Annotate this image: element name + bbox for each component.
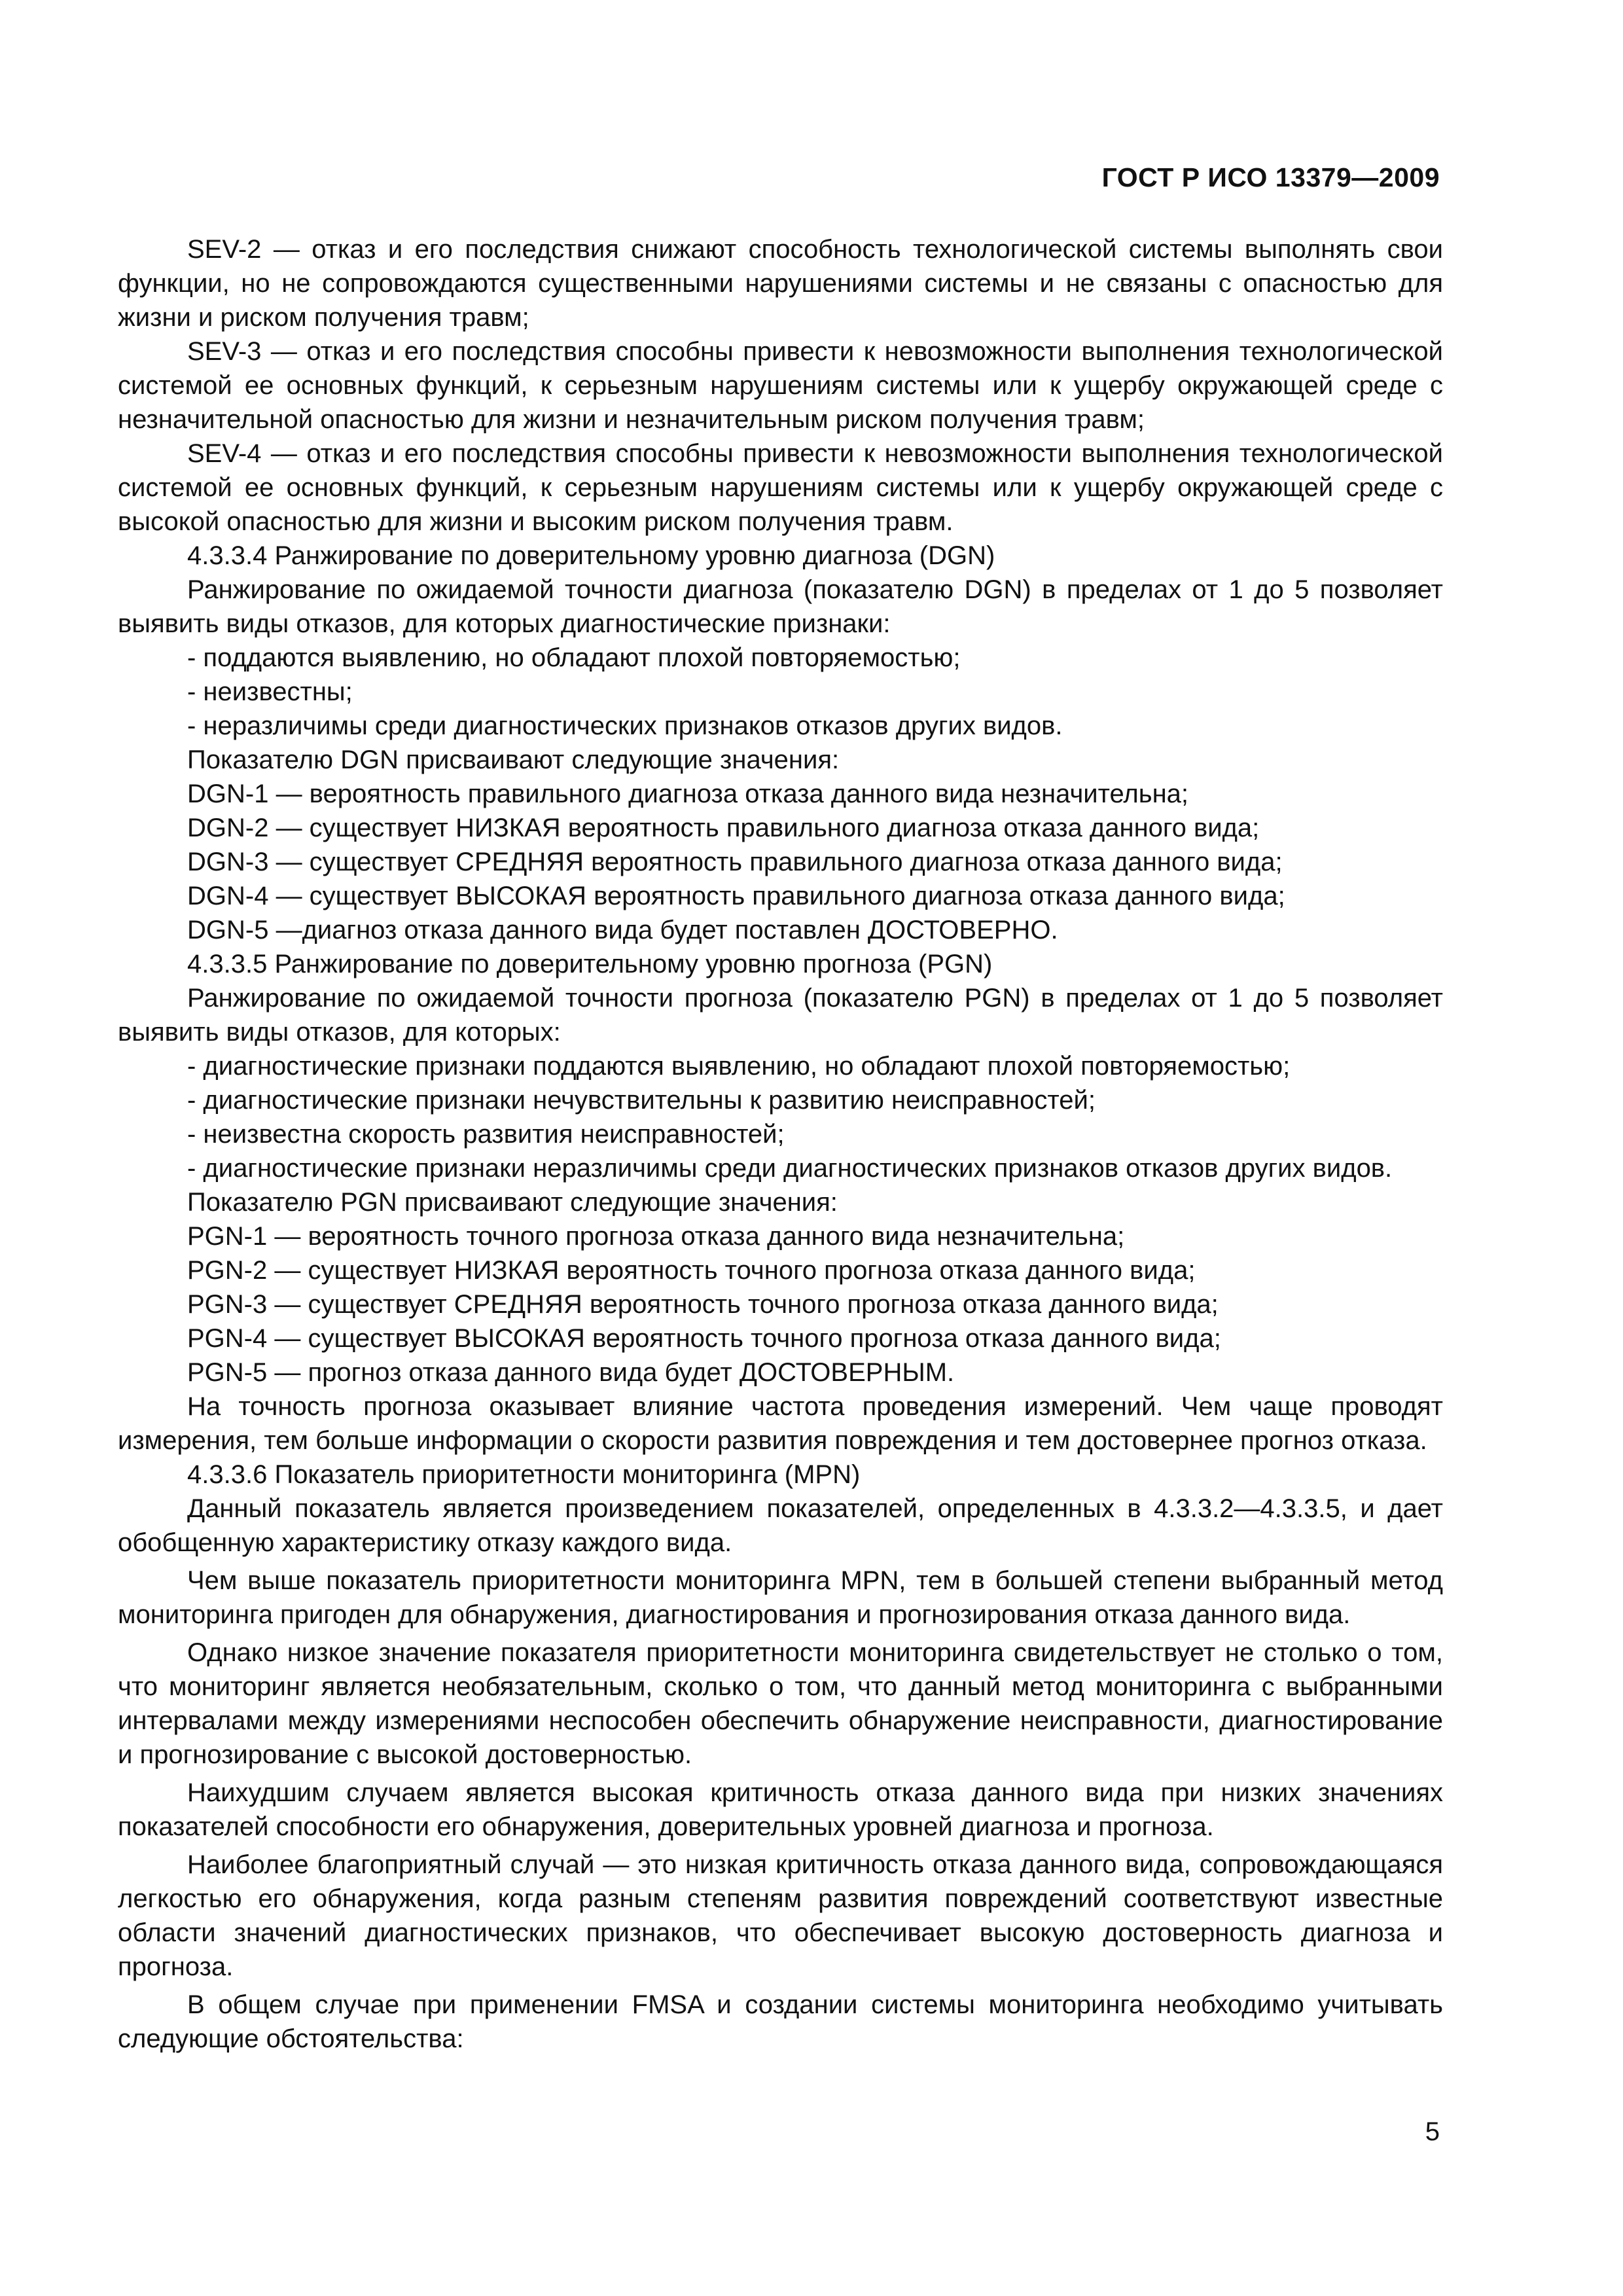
paragraph: Показателю PGN присваивают следующие значения: xyxy=(187,1188,838,1217)
list-item: - диагностические признаки поддаются выявлению, но обладают плохой повторяемостью; xyxy=(187,1052,1291,1081)
paragraph: DGN-3 — существует СРЕДНЯЯ вероятность правильного диагноза отказа данного вида; xyxy=(187,848,1283,876)
paragraph: Наиболее благоприятный случай — это низкая критичность отказа данного вида, сопровождающаяся легкостью его обнаружения, когда разным степеням развития повреждений соответствуют известные области значений диагностических признаков, что обеспечивает высокую достоверность диагноза и прогноза. xyxy=(118,1850,1443,1981)
page-number: 5 xyxy=(1425,2117,1440,2146)
paragraph: DGN-2 — существует НИЗКАЯ вероятность правильного диагноза отказа данного вида; xyxy=(187,814,1260,842)
document-body xyxy=(118,232,1443,2056)
paragraph: DGN-5 —диагноз отказа данного вида будет поставлен ДОСТОВЕРНО. xyxy=(187,916,1058,944)
paragraph: Ранжирование по ожидаемой точности диагноза (показателю DGN) в пределах от 1 до 5 позволяет выявить виды отказов, для которых диагностические признаки: xyxy=(118,575,1443,638)
paragraph: 4.3.3.6 Показатель приоритетности мониторинга (MPN) xyxy=(187,1460,861,1489)
paragraph: DGN-4 — существует ВЫСОКАЯ вероятность правильного диагноза отказа данного вида; xyxy=(187,882,1285,910)
paragraph: PGN-2 — существует НИЗКАЯ вероятность точного прогноза отказа данного вида; xyxy=(187,1256,1196,1285)
paragraph: Показателю DGN присваивают следующие значения: xyxy=(187,745,840,774)
paragraph: DGN-1 — вероятность правильного диагноза отказа данного вида незначительна; xyxy=(187,780,1189,808)
paragraph: Однако низкое значение показателя приоритетности мониторинга свидетельствует не столько о том, что мониторинг является необязательным, сколько о том, что данный метод мониторинга с выбранными интервалами между измерениями неспособен обеспечить обнаружение неисправности, диагностирование и прогнозирование с высокой достоверностью. xyxy=(118,1638,1443,1769)
paragraph: Ранжирование по ожидаемой точности прогноза (показателю PGN) в пределах от 1 до 5 позволяет выявить виды отказов, для которых: xyxy=(118,984,1443,1047)
paragraph: SEV-4 — отказ и его последствия способны привести к невозможности выполнения технологической системой ее основных функций, к серьезным нарушениям системы или к ущербу окружающей среде с высокой опасностью для жизни и высоким риском получения травм. xyxy=(118,439,1443,536)
paragraph: Чем выше показатель приоритетности мониторинга MPN, тем в большей степени выбранный метод мониторинга пригоден для обнаружения, диагностирования и прогнозирования отказа данного вида. xyxy=(118,1566,1443,1629)
paragraph: Наихудшим случаем является высокая критичность отказа данного вида при низких значениях показателей способности его обнаружения, доверительных уровней диагноза и прогноза. xyxy=(118,1778,1443,1841)
paragraph: 4.3.3.4 Ранжирование по доверительному уровню диагноза (DGN) xyxy=(187,541,995,570)
list-item: - диагностические признаки неразличимы среди диагностических признаков отказов других видов. xyxy=(187,1154,1393,1183)
list-item: - поддаются выявлению, но обладают плохой повторяемостью; xyxy=(187,643,961,672)
paragraph: PGN-5 — прогноз отказа данного вида будет ДОСТОВЕРНЫМ. xyxy=(187,1358,955,1387)
paragraph: Данный показатель является произведением показателей, определенных в 4.3.3.2—4.3.3.5, и дает обобщенную характеристику отказу каждого вида. xyxy=(118,1494,1443,1557)
list-item: - неразличимы среди диагностических признаков отказов других видов. xyxy=(187,711,1063,740)
paragraph: В общем случае при применении FMSA и создании системы мониторинга необходимо учитывать следующие обстоятельства: xyxy=(118,1990,1443,2053)
paragraph: PGN-4 — существует ВЫСОКАЯ вероятность точного прогноза отказа данного вида; xyxy=(187,1324,1221,1353)
document-header: ГОСТ Р ИСО 13379—2009 xyxy=(1101,162,1440,192)
paragraph: PGN-3 — существует СРЕДНЯЯ вероятность точного прогноза отказа данного вида; xyxy=(187,1290,1219,1319)
paragraph: SEV-2 — отказ и его последствия снижают способность технологической системы выполнять свои функции, но не сопровождаются существенными нарушениями системы и не связаны с опасностью для жизни и риском получения травм; xyxy=(118,235,1443,332)
list-item: - неизвестна скорость развития неисправностей; xyxy=(187,1120,785,1149)
paragraph: 4.3.3.5 Ранжирование по доверительному уровню прогноза (PGN) xyxy=(187,950,993,978)
list-item: - неизвестны; xyxy=(187,677,353,706)
paragraph: SEV-3 — отказ и его последствия способны привести к невозможности выполнения технологической системой ее основных функций, к серьезным нарушениям системы или к ущербу окружающей среде с незначительной опасностью для жизни и незначительным риском получения травм; xyxy=(118,337,1443,434)
paragraph: PGN-1 — вероятность точного прогноза отказа данного вида незначительна; xyxy=(187,1222,1125,1251)
paragraph: На точность прогноза оказывает влияние частота проведения измерений. Чем чаще проводят измерения, тем больше информации о скорости развития повреждения и тем достовернее прогноз отказа. xyxy=(118,1392,1443,1455)
list-item: - диагностические признаки нечувствительны к развитию неисправностей; xyxy=(187,1086,1096,1115)
